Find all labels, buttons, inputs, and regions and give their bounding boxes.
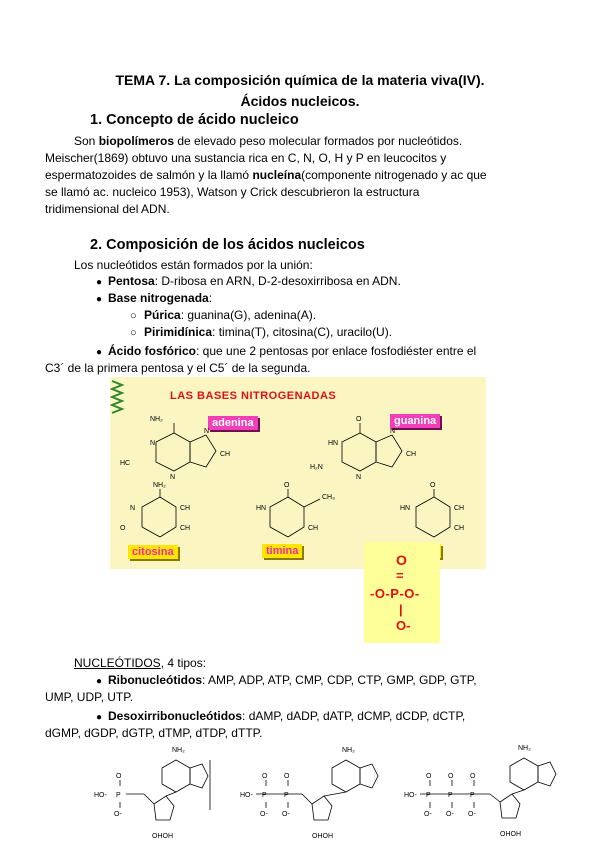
svg-text:O: O <box>356 416 362 423</box>
amp-structure <box>94 747 210 840</box>
citosina-structure <box>142 489 176 537</box>
atp-structure <box>404 745 556 838</box>
nucleotidos-heading: NUCLEÓTIDOS, 4 tipos: <box>74 656 207 670</box>
list-item-desoxirribonucleotidos: ● Desoxirribonucleótidos: dAMP, dADP, dATP, dCMP, dCDP, dCTP, <box>96 708 465 727</box>
svg-text:HO-: HO- <box>94 792 107 799</box>
bullet-icon: ● <box>96 277 103 288</box>
svg-text:O-: O- <box>114 811 122 818</box>
svg-text:O: O <box>284 482 290 489</box>
section1-paragraph-line3: espermatozoides de salmón y la llamó nucleína(componente nitrogenado y ac que <box>45 168 487 182</box>
svg-text:CH₃: CH₃ <box>322 494 335 501</box>
section1-paragraph-line2: Meischer(1869) obtuvo una sustancia rica en C, N, O, H y P en leucocitos y <box>45 151 447 165</box>
svg-text:HN: HN <box>400 505 411 512</box>
sublist-item-purica: ○ Púrica: guanina(G), adenina(A). <box>130 307 316 325</box>
phosphate-box <box>364 542 440 643</box>
svg-text:O-: O- <box>468 811 476 818</box>
svg-text:O: O <box>116 773 122 780</box>
label-timina: timina <box>262 544 302 558</box>
svg-text:P: P <box>262 792 267 799</box>
phosphate-double-bond: = <box>396 568 404 583</box>
list-item-pentosa: ● Pentosa: D-ribosa en ARN, D-2-desoxirribosa en ADN. <box>96 273 401 292</box>
circle-bullet-icon: ○ <box>130 327 137 339</box>
svg-text:CH: CH <box>180 505 191 512</box>
list-item-desoxirribonucleotidos-line2: dGMP, dGDP, dGTP, dTMP, dTDP, dTTP. <box>45 726 263 740</box>
svg-text:OHOH: OHOH <box>152 833 173 840</box>
label-adenina: adenina <box>208 416 258 430</box>
sublist-item-pirimidinica: ○ Pirimidínica: timina(T), citosina(C), uracilo(U). <box>130 324 392 342</box>
svg-text:CH: CH <box>454 505 465 512</box>
svg-text:P: P <box>116 792 121 799</box>
svg-text:P: P <box>470 792 475 799</box>
svg-text:O-: O- <box>424 811 432 818</box>
svg-text:O: O <box>470 773 476 780</box>
svg-text:OHOH: OHOH <box>312 833 333 840</box>
svg-text:O: O <box>120 525 126 532</box>
bullet-icon: ● <box>96 712 103 723</box>
svg-text:HO-: HO- <box>240 792 253 799</box>
bullet-icon: ● <box>96 347 103 358</box>
bases-figure <box>110 377 486 569</box>
nucleotide-structures <box>90 740 600 845</box>
section1-heading: 1. Concepto de ácido nucleico <box>90 112 299 128</box>
svg-text:HO-: HO- <box>404 792 417 799</box>
section1-paragraph-line4: se llamó ac. nucleico 1953), Watson y Crick descubrieron la estructura <box>45 185 420 199</box>
svg-text:NH₂: NH₂ <box>518 745 531 752</box>
uracilo-structure <box>416 489 450 537</box>
bullet-icon: ● <box>96 294 103 305</box>
page-title-line1: TEMA 7. La composición química de la materia viva(IV). <box>115 72 485 88</box>
atom-nh2: NH₂ <box>150 416 163 423</box>
bullet-icon: ● <box>96 676 103 687</box>
list-item-ribonucleotidos-line2: UMP, UDP, UTP. <box>45 690 134 704</box>
bases-figure-title: LAS BASES NITROGENADAS <box>170 390 337 402</box>
svg-text:CH: CH <box>220 451 231 458</box>
label-guanina: guanina <box>390 414 440 428</box>
section2-intro: Los nucleótidos están formados por la unión: <box>74 258 313 272</box>
svg-text:O-: O- <box>446 811 454 818</box>
section1-paragraph-line5: tridimensional del ADN. <box>45 202 170 216</box>
page-title-line2: Ácidos nucleicos. <box>240 93 360 109</box>
svg-text:O-: O- <box>260 811 268 818</box>
svg-text:O: O <box>284 773 290 780</box>
circle-bullet-icon: ○ <box>130 310 137 322</box>
svg-text:HC: HC <box>120 460 131 467</box>
svg-text:N: N <box>390 428 396 435</box>
svg-text:O: O <box>430 482 436 489</box>
svg-text:H₂N: H₂N <box>310 464 323 471</box>
svg-text:O: O <box>426 773 432 780</box>
phosphate-top-o: O <box>396 552 407 568</box>
adp-structure <box>240 747 378 840</box>
svg-text:CH: CH <box>180 525 191 532</box>
list-item-base: ● Base nitrogenada: <box>96 290 212 309</box>
svg-text:N: N <box>170 474 176 481</box>
list-item-ribonucleotidos: ● Ribonucleótidos: AMP, ADP, ATP, CMP, CDP, CTP, GMP, GDP, GTP, <box>96 672 477 691</box>
svg-text:O: O <box>448 773 454 780</box>
svg-text:CH: CH <box>454 525 465 532</box>
svg-text:OHOH: OHOH <box>500 831 521 838</box>
svg-text:N: N <box>150 440 156 447</box>
list-item-acido: ● Ácido fosfórico: que une 2 pentosas por enlace fosfodiéster entre el <box>96 343 476 362</box>
svg-text:HN: HN <box>328 440 339 447</box>
phosphate-single-bond: | <box>399 602 403 617</box>
phosphate-middle: -O-P-O- <box>370 586 420 601</box>
svg-text:CH: CH <box>308 525 319 532</box>
svg-text:CH: CH <box>406 451 417 458</box>
list-item-acido-line2: C3´ de la primera pentosa y el C5´ de la segunda. <box>45 361 311 375</box>
svg-text:P: P <box>426 792 431 799</box>
section2-heading: 2. Composición de los ácidos nucleicos <box>90 237 365 253</box>
svg-text:N: N <box>130 505 136 512</box>
svg-text:P: P <box>284 792 289 799</box>
svg-text:NH₂: NH₂ <box>342 747 355 754</box>
svg-text:NH₂: NH₂ <box>153 482 166 489</box>
section1-paragraph-line1: Son biopolímeros de elevado peso molecular formados por nucleótidos. <box>74 134 463 148</box>
svg-text:O: O <box>262 773 268 780</box>
svg-text:O-: O- <box>282 811 290 818</box>
svg-text:N: N <box>356 474 362 481</box>
svg-text:HN: HN <box>256 505 267 512</box>
svg-text:NH₂: NH₂ <box>172 747 185 754</box>
svg-text:P: P <box>448 792 453 799</box>
label-citosina: citosina <box>128 545 178 559</box>
svg-text:N: N <box>204 428 210 435</box>
phosphate-bottom-o: O- <box>396 618 411 633</box>
